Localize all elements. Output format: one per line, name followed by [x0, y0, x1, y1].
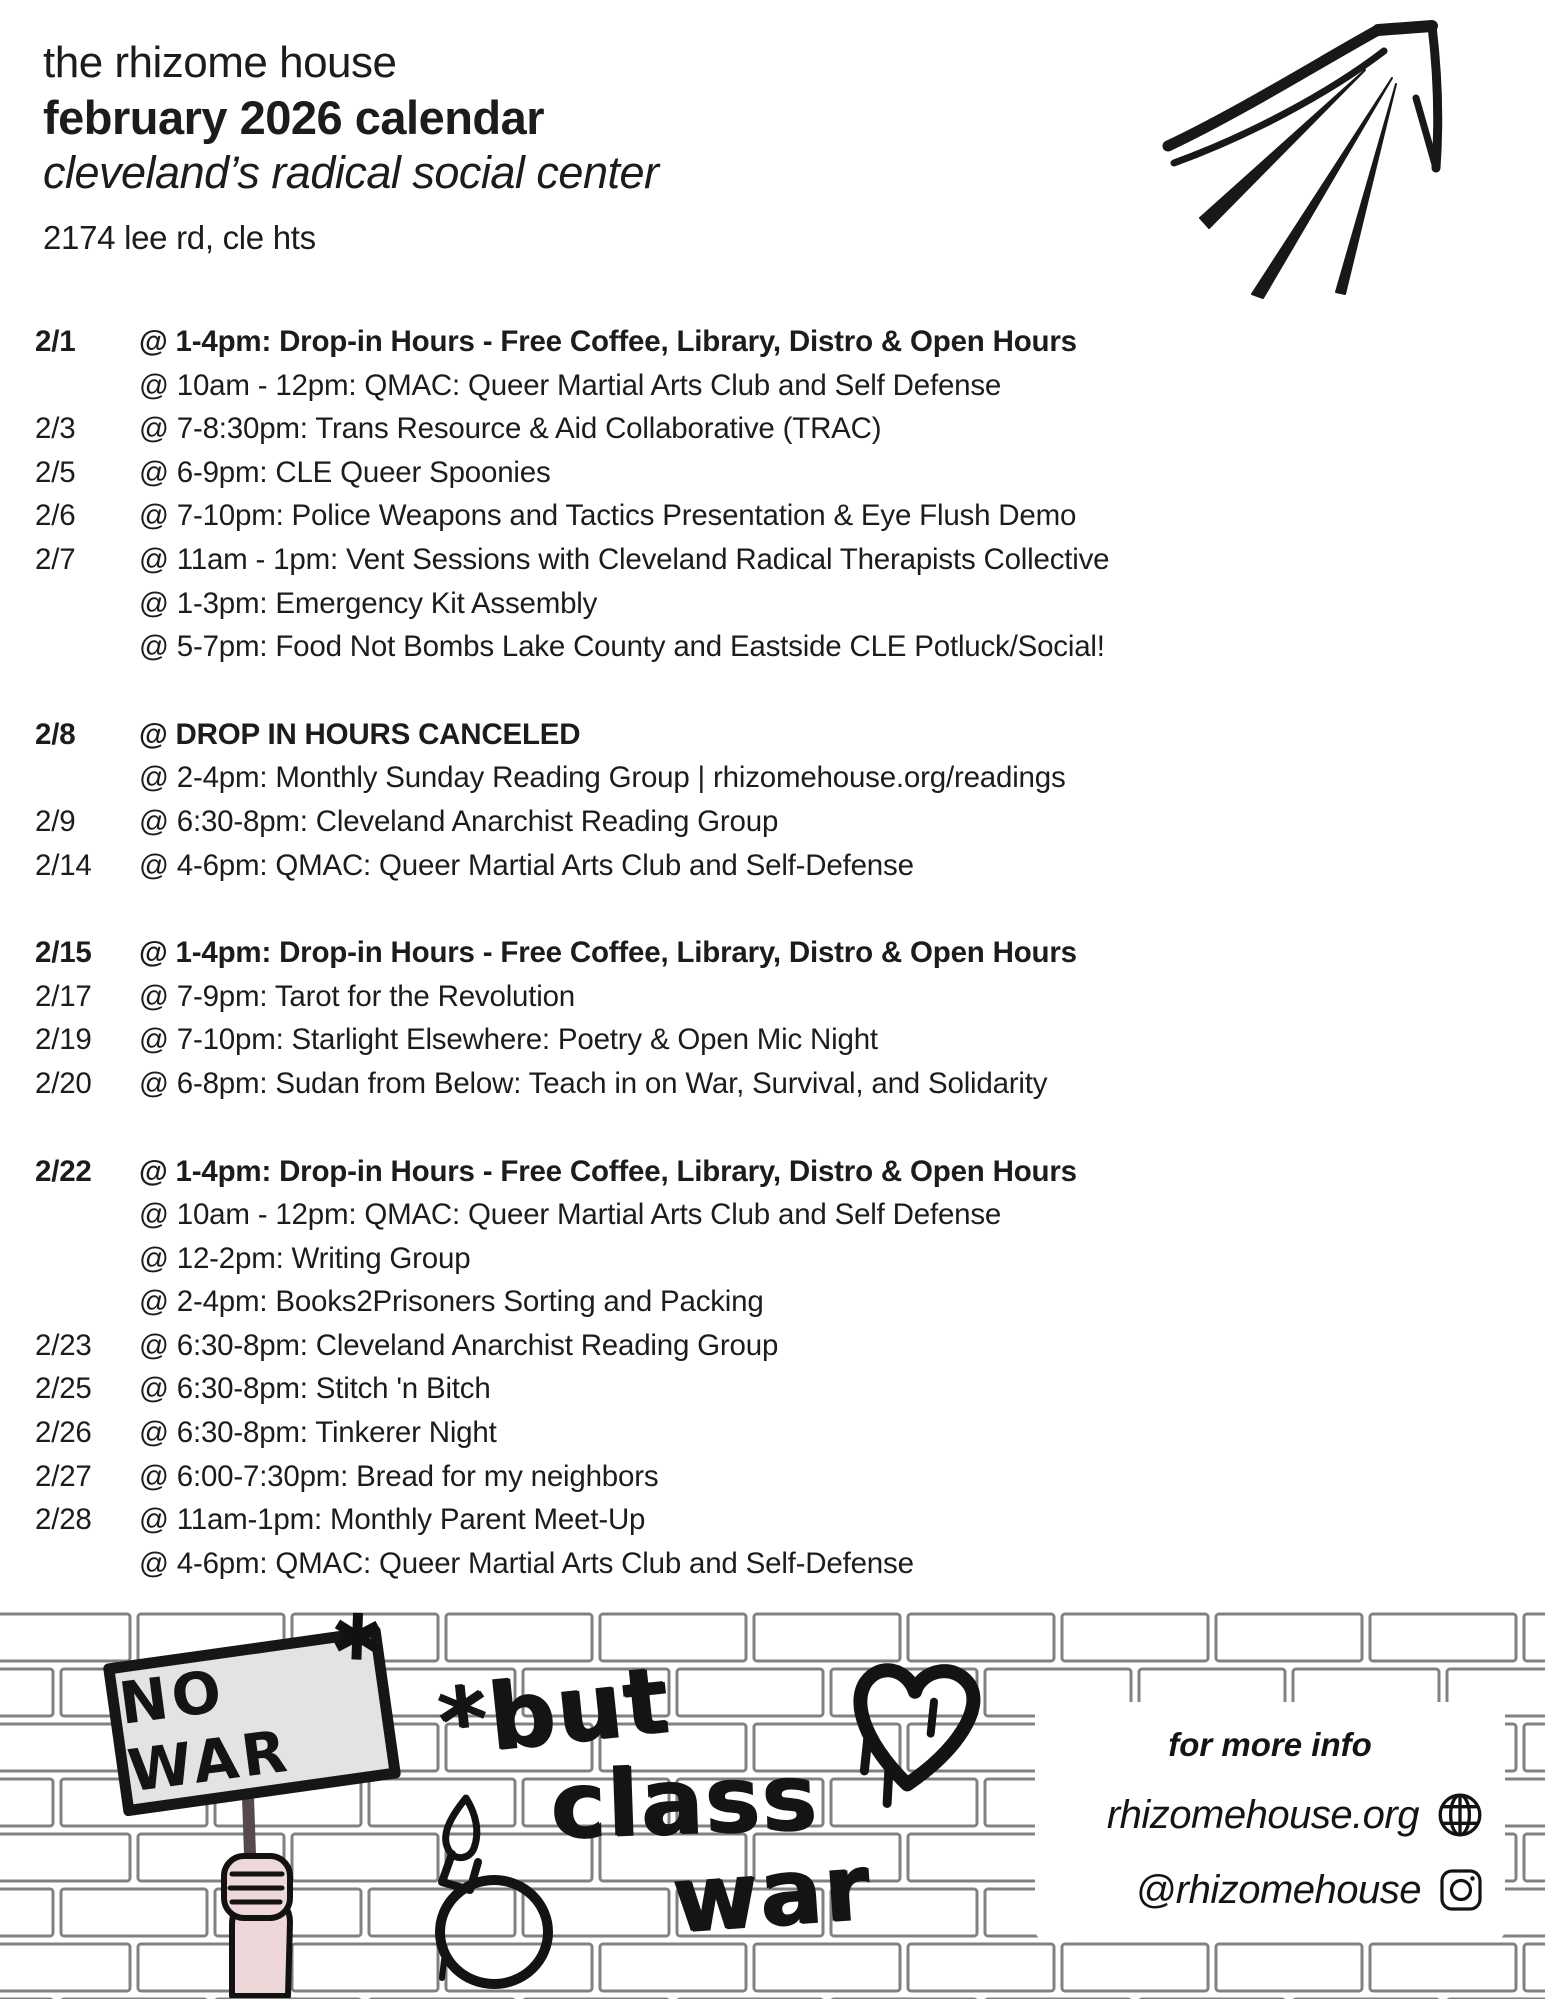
- event-block-week2: [35, 713, 1515, 887]
- event-text: @ 10am - 12pm: QMAC: Queer Martial Arts Club and Self Defense: [139, 368, 1002, 402]
- event-text: @ 6-9pm: CLE Queer Spoonies: [139, 455, 551, 489]
- event-date: [35, 625, 139, 669]
- event-date: [35, 1193, 139, 1237]
- event-date: 2/8: [35, 717, 76, 751]
- event-row: [35, 1542, 1515, 1586]
- event-text: @ 6:30-8pm: Stitch 'n Bitch: [139, 1372, 491, 1406]
- website-url: rhizomehouse.org: [1106, 1792, 1419, 1837]
- event-text: @ 6:30-8pm: Tinkerer Night: [139, 1416, 497, 1450]
- graffiti-but: *but: [432, 1646, 675, 1777]
- event-row: [35, 364, 1515, 408]
- protest-hand-icon: [186, 1846, 316, 1998]
- page-tagline: cleveland’s radical social center: [43, 147, 659, 198]
- event-date: 2/19: [35, 1023, 92, 1057]
- event-date: [35, 582, 139, 626]
- event-date: 2/27: [35, 1459, 92, 1493]
- event-text: @ 4-6pm: QMAC: Queer Martial Arts Club and Self-Defense: [139, 848, 914, 882]
- event-text: @ 10am - 12pm: QMAC: Queer Martial Arts Club and Self Defense: [139, 1198, 1002, 1232]
- asterisk-icon: ✱: [329, 1600, 386, 1675]
- event-text: @ 1-3pm: Emergency Kit Assembly: [139, 586, 598, 620]
- event-row: [35, 1193, 1515, 1237]
- event-date: [35, 756, 139, 800]
- event-text: @ 7-8:30pm: Trans Resource & Aid Collaborative (TRAC): [139, 412, 882, 446]
- info-box: [1035, 1702, 1505, 1940]
- event-date: 2/6: [35, 499, 76, 533]
- event-row: [35, 582, 1515, 626]
- event-row: [35, 844, 1515, 888]
- event-text: @ 6:30-8pm: Cleveland Anarchist Reading Group: [139, 1328, 779, 1362]
- event-text: @ DROP IN HOURS CANCELED: [139, 717, 581, 751]
- event-date: [35, 1542, 139, 1586]
- address: 2174 lee rd, cle hts: [43, 219, 316, 256]
- event-date: 2/3: [35, 412, 76, 446]
- graffiti-war: war: [668, 1833, 874, 1954]
- event-text: @ 4-6pm: QMAC: Queer Martial Arts Club and Self-Defense: [139, 1546, 914, 1580]
- event-date: 2/1: [35, 325, 76, 358]
- event-block-week3: [35, 931, 1515, 1105]
- event-row: [35, 800, 1515, 844]
- event-text: @ 1-4pm: Drop-in Hours - Free Coffee, Library, Distro & Open Hours: [139, 1154, 1077, 1188]
- event-date: [35, 364, 139, 408]
- event-row: [35, 713, 1515, 757]
- page-subtitle: february 2026 calendar: [43, 91, 545, 144]
- event-list: [35, 320, 1515, 1585]
- event-text: @ 2-4pm: Books2Prisoners Sorting and Packing: [139, 1285, 764, 1319]
- instagram-row: [1055, 1866, 1485, 1914]
- event-row: [35, 975, 1515, 1019]
- event-row: [35, 756, 1515, 800]
- event-date: 2/20: [35, 1066, 92, 1100]
- event-text: @ 1-4pm: Drop-in Hours - Free Coffee, Library, Distro & Open Hours: [139, 936, 1077, 970]
- no-war-sign-text: NO WAR: [115, 1656, 295, 1806]
- instagram-handle: @rhizomehouse: [1135, 1867, 1421, 1912]
- event-date: 2/5: [35, 455, 76, 489]
- event-row: [35, 1455, 1515, 1499]
- event-text: @ 2-4pm: Monthly Sunday Reading Group | rhizomehouse.org/readings: [139, 761, 1066, 795]
- event-text: @ 6-8pm: Sudan from Below: Teach in on War, Survival, and Solidarity: [139, 1066, 1048, 1100]
- event-block-week4: [35, 1150, 1515, 1586]
- event-text: @ 11am-1pm: Monthly Parent Meet-Up: [139, 1503, 646, 1537]
- event-row: [35, 320, 1515, 364]
- event-date: [35, 1280, 139, 1324]
- event-date: [35, 1237, 139, 1281]
- event-date: 2/7: [35, 542, 76, 576]
- header: [43, 36, 659, 257]
- event-text: @ 6:30-8pm: Cleveland Anarchist Reading Group: [139, 804, 779, 838]
- event-row: [35, 407, 1515, 451]
- event-date: 2/9: [35, 804, 76, 838]
- event-text: @ 7-10pm: Starlight Elsewhere: Poetry & Open Mic Night: [139, 1023, 878, 1057]
- event-date: 2/28: [35, 1503, 92, 1537]
- event-row: [35, 538, 1515, 582]
- event-row: [35, 625, 1515, 669]
- event-row: [35, 451, 1515, 495]
- event-text: @ 7-10pm: Police Weapons and Tactics Presentation & Eye Flush Demo: [139, 499, 1077, 533]
- event-row: [35, 1062, 1515, 1106]
- event-text: @ 6:00-7:30pm: Bread for my neighbors: [139, 1459, 659, 1493]
- event-date: 2/17: [35, 979, 92, 1013]
- event-text: @ 1-4pm: Drop-in Hours - Free Coffee, Library, Distro & Open Hours: [139, 325, 1077, 358]
- event-row: [35, 1150, 1515, 1194]
- spray-heart-icon: [836, 1640, 996, 1815]
- event-date: 2/14: [35, 848, 92, 882]
- event-date: 2/23: [35, 1328, 92, 1362]
- instagram-icon: [1437, 1866, 1485, 1914]
- event-date: 2/25: [35, 1372, 92, 1406]
- event-row: [35, 1237, 1515, 1281]
- event-row: [35, 1280, 1515, 1324]
- event-row: [35, 1498, 1515, 1542]
- event-row: [35, 1411, 1515, 1455]
- event-text: @ 12-2pm: Writing Group: [139, 1241, 471, 1275]
- event-block-week1: [35, 320, 1515, 669]
- event-row: [35, 1367, 1515, 1411]
- event-date: 2/15: [35, 936, 92, 970]
- info-heading: for more info: [1168, 1726, 1372, 1763]
- event-date: 2/26: [35, 1416, 92, 1450]
- event-date: 2/22: [35, 1154, 92, 1188]
- page-title: the rhizome house: [43, 38, 397, 87]
- event-text: @ 7-9pm: Tarot for the Revolution: [139, 979, 576, 1013]
- event-row: [35, 931, 1515, 975]
- event-row: [35, 1324, 1515, 1368]
- sketch-arrow-icon: [1160, 6, 1450, 302]
- event-row: [35, 1018, 1515, 1062]
- event-text: @ 5-7pm: Food Not Bombs Lake County and Eastside CLE Potluck/Social!: [139, 630, 1105, 664]
- website-row: [1055, 1790, 1485, 1840]
- globe-icon: [1435, 1790, 1485, 1840]
- event-text: @ 11am - 1pm: Vent Sessions with Cleveland Radical Therapists Collective: [139, 542, 1110, 576]
- event-row: [35, 494, 1515, 538]
- graffiti-class: class: [548, 1743, 820, 1860]
